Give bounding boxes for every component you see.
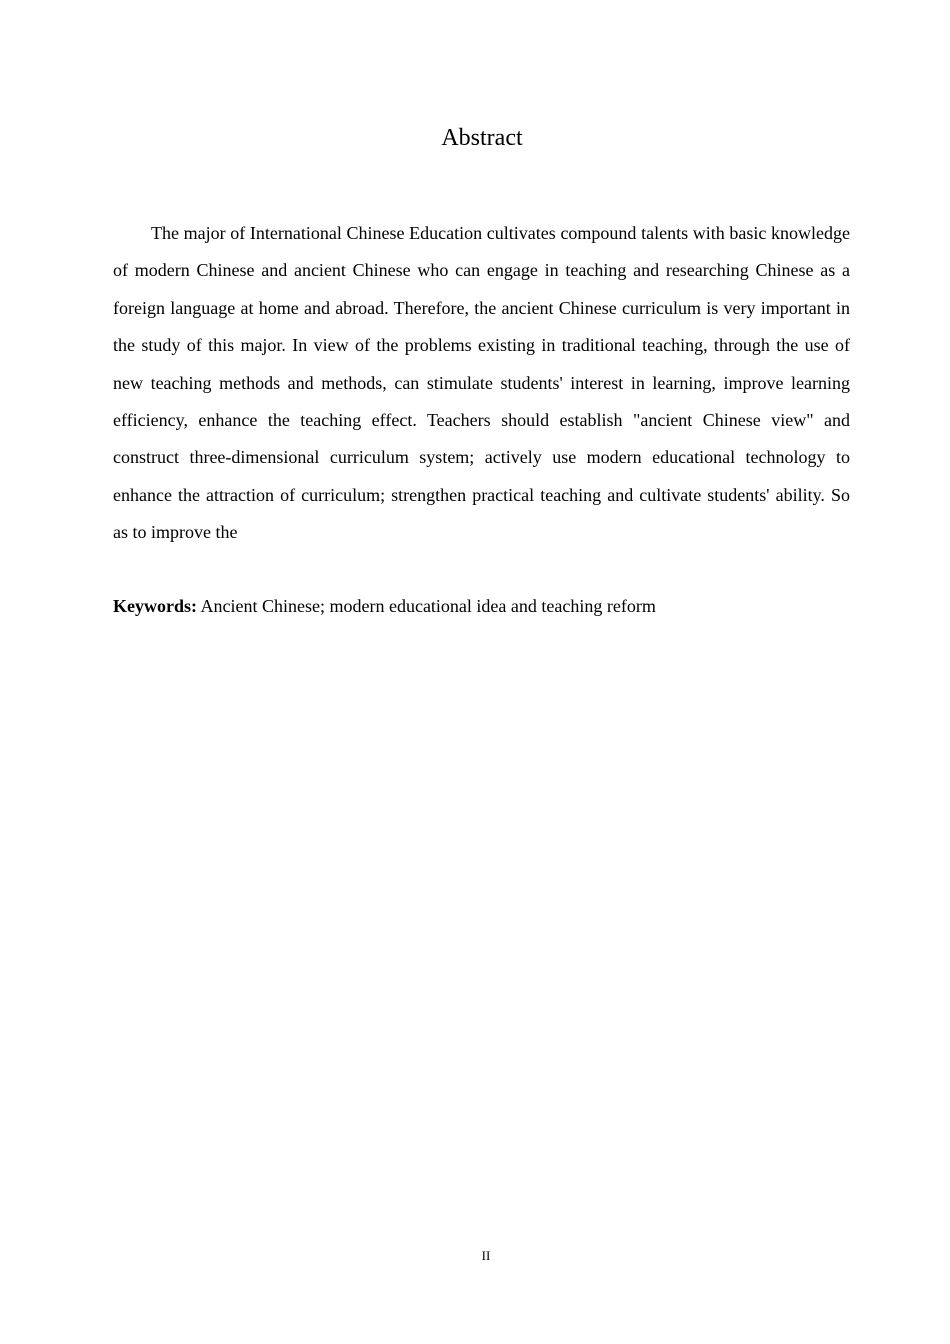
keywords-label: Keywords: bbox=[113, 596, 197, 616]
keywords-text: Ancient Chinese; modern educational idea and teaching reform bbox=[197, 596, 656, 616]
page-title: Abstract bbox=[441, 125, 523, 151]
page-number: II bbox=[481, 1248, 491, 1263]
abstract-paragraph: The major of International Chinese Education cultivates compound talents with basic knowledge of modern Chinese and ancient Chinese who can engage in teaching and researching Chinese as a foreign language at home and abroad. Therefore, the ancient Chinese curriculum is very important in the study of this major. In view of the problems existing in traditional teaching, through the use of new teaching methods and methods, can stimulate students' interest in learning, improve learning efficiency, enhance the teaching effect. Teachers should establish "ancient Chinese view" and construct three-dimensional curriculum system; actively use modern educational technology to enhance the attraction of curriculum; strengthen practical teaching and cultivate students' ability. So as to improve the bbox=[113, 223, 850, 543]
keywords-line bbox=[113, 590, 850, 622]
